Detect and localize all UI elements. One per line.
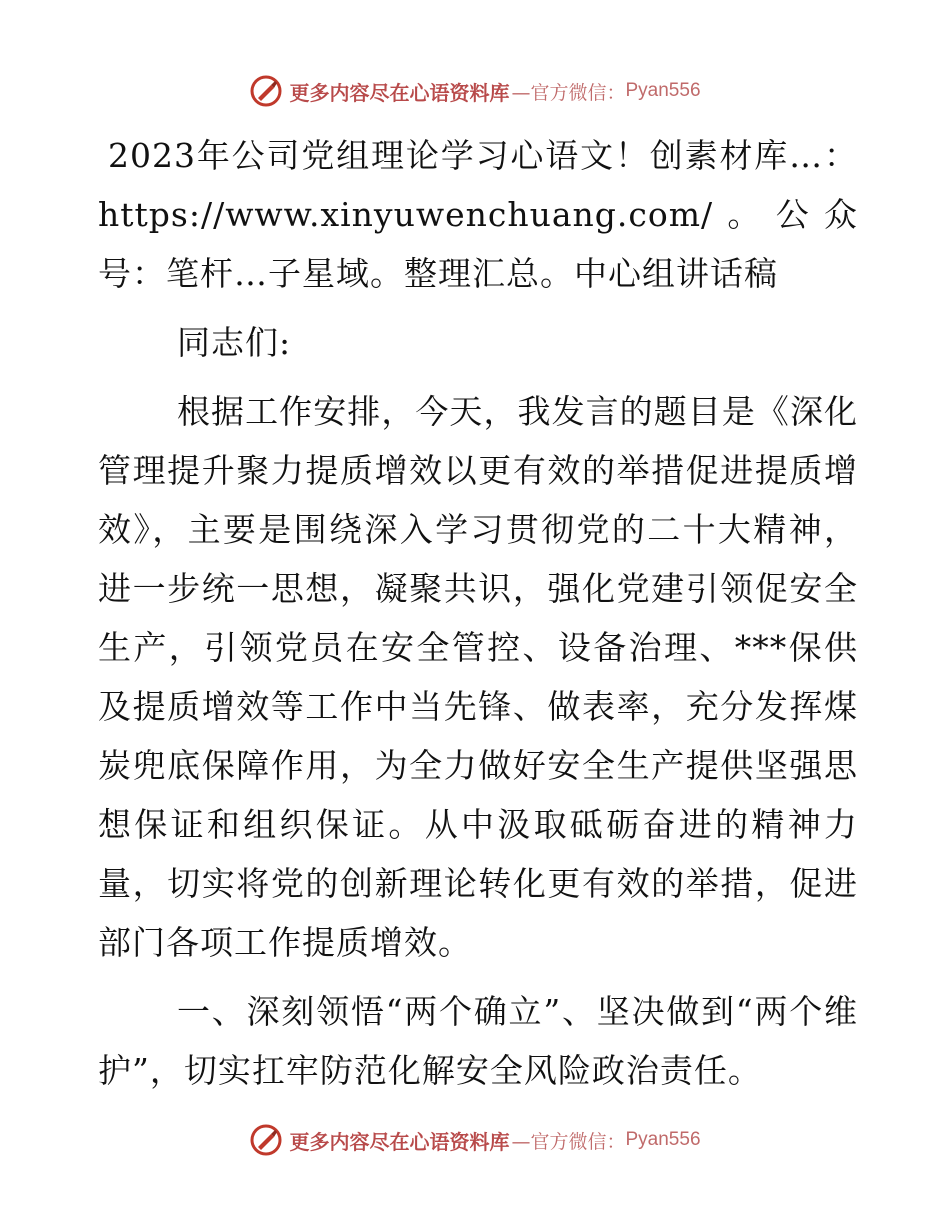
document-body [98,126,858,1100]
header-watermark [0,71,950,111]
body-paragraph: 根据工作安排，今天，我发言的题目是《深化管理提升聚力提质增效以更有效的举措促进提质增效》，主要是围绕深入学习贯彻党的二十大精神，进一步统一思想，凝聚共识，强化党建引领促安全生产，引领党员在安全管控、设备治理、***保供及提质增效等工作中当先锋、做表率，充分发挥煤炭兜底保障作用，为全力做好安全生产提供坚强思想保证和组织保证。从中汲取砥砺奋进的精神力量，切实将党的创新理论转化更有效的举措，促进部门各项工作提质增效。 [98,392,858,962]
footer-watermark [0,1120,950,1160]
salutation: 同志们: [177,323,292,362]
watermark-brand: 更多内容尽在心语资料库 [289,1129,510,1154]
section-heading: 一、深刻领悟“两个确立”、坚决做到“两个维护”，切实扛牢防范化解安全风险政治责任。 [98,992,858,1090]
watermark-wechat-id: Pyan556 [625,80,701,101]
watermark-separator: —官方微信： [511,81,626,104]
pen-logo-icon [249,74,283,108]
pen-logo-icon [249,1123,283,1157]
watermark-wechat-id: Pyan556 [625,1129,701,1150]
watermark-brand: 更多内容尽在心语资料库 [289,80,510,105]
document-title: 2023年公司党组理论学习心语文！创素材库…：https://www.xinyuwenchuang.com/。公众号：笔杆…子星域。整理汇总。中心组讲话稿 [98,136,858,293]
watermark-separator: —官方微信： [511,1130,626,1153]
